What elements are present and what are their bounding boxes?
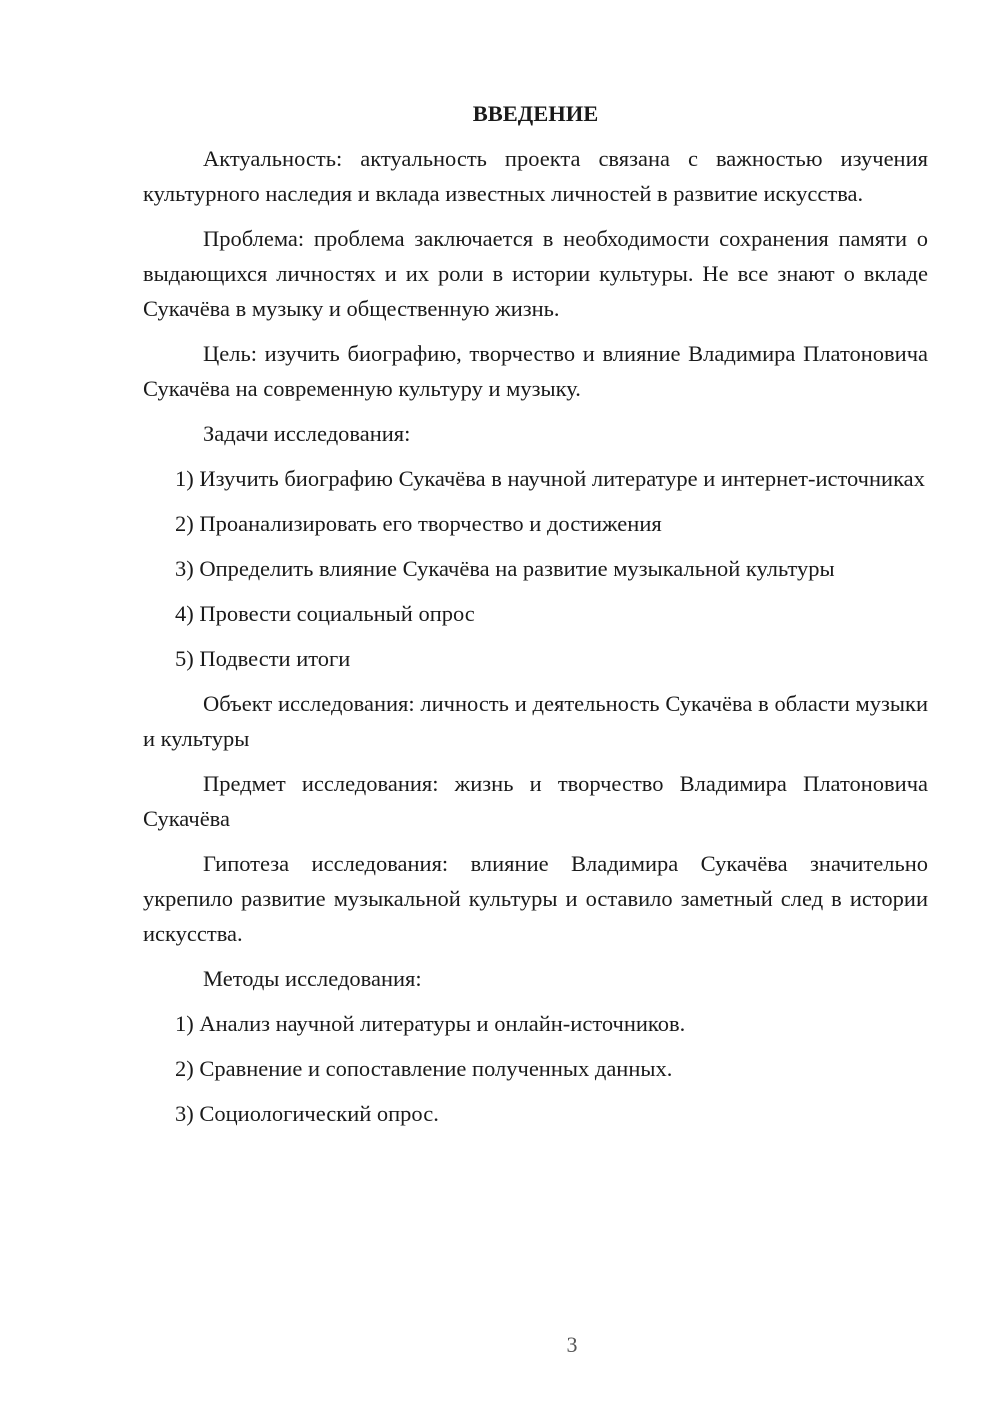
task-item-1: 1) Изучить биографию Сукачёва в научной литературе и интернет-источниках — [175, 466, 925, 491]
problem-paragraph: Проблема: проблема заключается в необходимости сохранения памяти о выдающихся личностях и их роли в истории культуры. Не все знают о вкладе Сукачёва в музыку и общественную жизнь. — [143, 226, 928, 321]
section-title: ВВЕДЕНИЕ — [472, 101, 599, 126]
goal-paragraph: Цель: изучить биографию, творчество и влияние Владимира Платоновича Сукачёва на современную культуру и музыку. — [143, 341, 928, 401]
task-item-2: 2) Проанализировать его творчество и достижения — [175, 511, 662, 536]
task-item-4: 4) Провести социальный опрос — [175, 601, 475, 626]
method-item-2: 2) Сравнение и сопоставление полученных данных. — [175, 1056, 673, 1081]
task-item-5: 5) Подвести итоги — [175, 646, 351, 671]
tasks-heading: Задачи исследования: — [203, 421, 411, 446]
page-number: 3 — [566, 1332, 578, 1357]
subject-paragraph: Предмет исследования: жизнь и творчество Владимира Платоновича Сукачёва — [143, 771, 928, 831]
methods-heading: Методы исследования: — [203, 966, 422, 991]
actuality-paragraph: Актуальность: актуальность проекта связана с важностью изучения культурного наследия и вклада известных личностей в развитие искусства. — [143, 146, 928, 206]
method-item-3: 3) Социологический опрос. — [175, 1101, 439, 1126]
object-paragraph: Объект исследования: личность и деятельность Сукачёва в области музыки и культуры — [143, 691, 928, 751]
hypothesis-paragraph: Гипотеза исследования: влияние Владимира Сукачёва значительно укрепило развитие музыкальной культуры и оставило заметный след в истории искусства. — [143, 851, 928, 946]
document-page — [143, 96, 928, 1141]
task-item-3: 3) Определить влияние Сукачёва на развитие музыкальной культуры — [175, 556, 835, 581]
method-item-1: 1) Анализ научной литературы и онлайн-источников. — [175, 1011, 686, 1036]
